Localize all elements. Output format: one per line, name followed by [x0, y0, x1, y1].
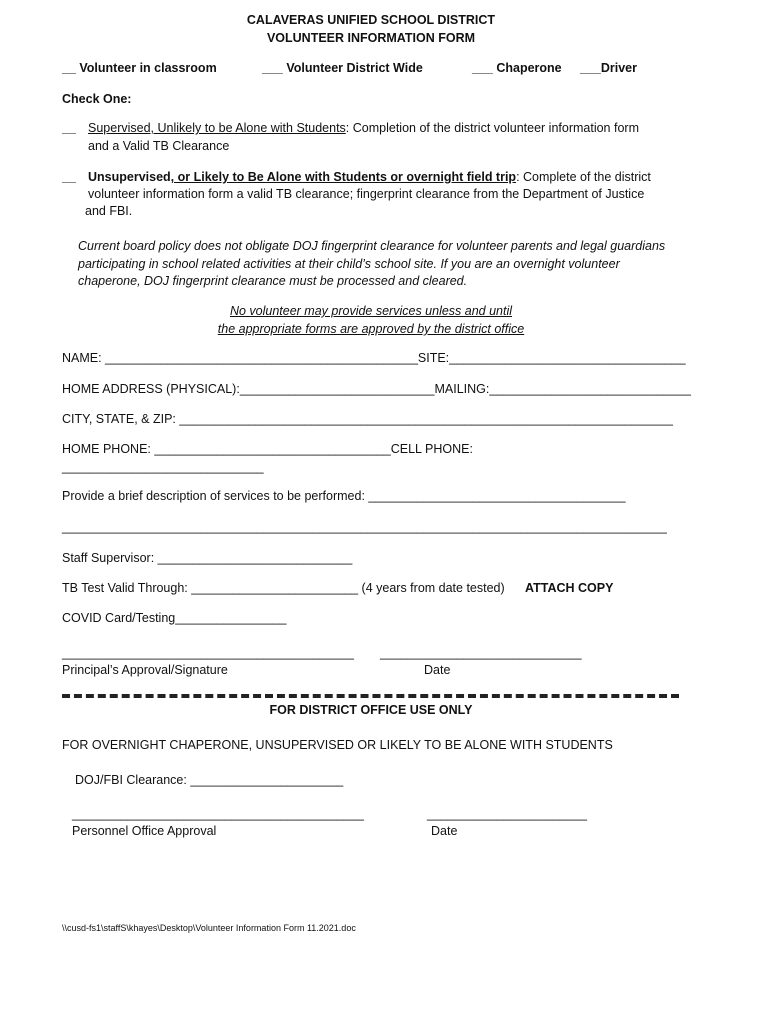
file-path-footer: \\cusd-fs1\staffS\khayes\Desktop\Volunteer Information Form 11.2021.doc: [62, 923, 356, 933]
principal-signature-label: Principal’s Approval/Signature: [62, 663, 228, 677]
office-use-title: FOR DISTRICT OFFICE USE ONLY: [269, 703, 473, 717]
phone-field[interactable]: HOME PHONE: __________________________________CELL PHONE:: [62, 442, 473, 456]
supervised-desc: : Completion of the district volunteer information form: [345, 121, 639, 135]
type-driver: ___Driver: [580, 61, 637, 75]
personnel-approval-label: Personnel Office Approval: [72, 824, 217, 838]
supervised-blank: __: [62, 121, 76, 135]
supervised-desc-2: and a Valid TB Clearance: [88, 139, 230, 153]
personnel-date-line[interactable]: _______________________: [427, 807, 587, 821]
tb-test-field[interactable]: TB Test Valid Through: ________________________ (4 years from date tested): [62, 581, 505, 595]
services-line-2[interactable]: _______________________________________________________________________________________: [62, 520, 667, 534]
unsupervised-desc-2: volunteer information form a valid TB clearance; fingerprint clearance from the Department of Justice: [88, 187, 645, 201]
unsupervised-desc: : Complete of the district: [516, 170, 651, 184]
notice-1: No volunteer may provide services unless and until: [229, 304, 513, 318]
personnel-date-label: Date: [431, 824, 458, 838]
type-classroom: __ Volunteer in classroom: [62, 61, 217, 75]
name-site-field[interactable]: NAME: _____________________________________________SITE:__________________________________: [62, 351, 686, 365]
doj-clearance-field[interactable]: DOJ/FBI Clearance: ______________________: [75, 773, 344, 787]
unsupervised-desc-3: and FBI.: [85, 204, 133, 218]
policy-note-1: Current board policy does not obligate DOJ fingerprint clearance for volunteer parents and legal guardians: [78, 239, 666, 253]
unsupervised-blank: __: [62, 170, 76, 184]
principal-signature-line[interactable]: __________________________________________: [62, 646, 354, 660]
supervised-option: [88, 121, 639, 135]
staff-supervisor-field[interactable]: Staff Supervisor: ____________________________: [62, 551, 353, 565]
address-field[interactable]: HOME ADDRESS (PHYSICAL):____________________________MAILING:_____________________________: [62, 382, 691, 396]
unsupervised-title-b: , or Likely to Be Alone with Students or overnight field trip: [170, 170, 517, 184]
personnel-signature-line[interactable]: __________________________________________: [72, 807, 364, 821]
type-district-wide: ___ Volunteer District Wide: [262, 61, 423, 75]
services-field[interactable]: Provide a brief description of services to be performed: _____________________________________: [62, 489, 626, 503]
supervised-title: Supervised, Unlikely to be Alone with Students: [88, 121, 346, 135]
covid-field[interactable]: COVID Card/Testing________________: [62, 611, 287, 625]
city-state-zip-field[interactable]: CITY, STATE, & ZIP: _______________________________________________________________________: [62, 412, 673, 426]
attach-copy-label: ATTACH COPY: [525, 581, 614, 595]
policy-note-2: participating in school related activities at their child’s school site. If you are an overnight volunteer: [78, 257, 620, 271]
principal-date-line[interactable]: _____________________________: [380, 646, 582, 660]
check-one-label: Check One:: [62, 92, 132, 106]
policy-note-3: chaperone, DOJ fingerprint clearance must be processed and cleared.: [78, 274, 468, 288]
district-name: CALAVERAS UNIFIED SCHOOL DISTRICT: [246, 13, 496, 27]
principal-date-label: Date: [424, 663, 451, 677]
form-title: VOLUNTEER INFORMATION FORM: [266, 31, 476, 45]
type-chaperone: ___ Chaperone: [472, 61, 562, 75]
unsupervised-option: [88, 170, 651, 184]
notice-2: the appropriate forms are approved by the district office: [217, 322, 525, 336]
dashed-divider: [62, 694, 679, 698]
cell-phone-line[interactable]: _____________________________: [62, 460, 264, 474]
unsupervised-title-a: Unsupervised: [88, 170, 171, 184]
overnight-heading: FOR OVERNIGHT CHAPERONE, UNSUPERVISED OR LIKELY TO BE ALONE WITH STUDENTS: [62, 738, 613, 752]
